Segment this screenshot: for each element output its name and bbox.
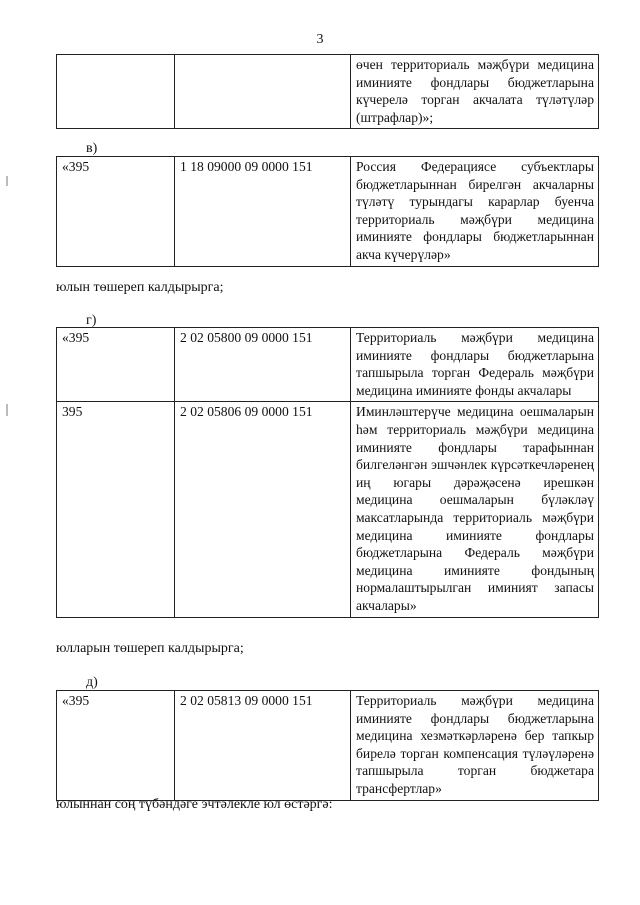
kbk-cell: 2 02 05813 09 0000 151 [175,691,351,801]
section-letter-g: г) [86,313,97,328]
section-g-table [56,327,599,618]
table-row [57,691,599,801]
section-v-instruction: юлын төшереп калдырырга; [56,280,224,295]
description-cell: Территориаль мәҗбүри медицина иминияте фондлары бюджетларына медицина хезмәткәрләренә бер тапкыр бирелә торган компенсация түләүләренә тапшырыла торган бюджетара трансфертлар» [351,691,599,801]
section-letter-v: в) [86,141,98,156]
code-cell: «395 [57,691,175,801]
description-cell: Территориаль мәҗбүри медицина иминияте фондлары бюджетларына тапшырыла торган Федераль мәҗбүри медицина иминияте фонды акчалары [351,328,599,402]
section-d-instruction: юлыннан соң түбәндәге эчтәлекле юл өстәргә: [56,797,333,812]
kbk-cell [175,55,351,129]
kbk-cell: 2 02 05806 09 0000 151 [175,402,351,617]
description-cell: өчен территориаль мәҗбүри медицина иминияте фондлары бюджетларына күчерелә торган акчалата түләтүләр (штрафлар)»; [351,55,599,129]
description-cell: Россия Федерациясе субъектлары бюджетларыннан бирелгән акчаларны түләтү турындагы карарлар буенча территориаль мәҗбүри медицина иминияте фондлары бюджетларыннан акча күчерүләр» [351,157,599,267]
section-letter-d: д) [86,675,98,690]
kbk-cell: 2 02 05800 09 0000 151 [175,328,351,402]
code-cell: «395 [57,157,175,267]
section-d-table [56,690,599,801]
code-cell [57,55,175,129]
code-cell: 395 [57,402,175,617]
code-cell: «395 [57,328,175,402]
continuation-table [56,54,599,129]
table-row [57,328,599,402]
description-cell: Иминләштерүче медицина оешмаларын һәм территориаль мәҗбүри медицина иминияте фондлары тарафыннан билгеләнгән эшчәнлек күрсәткечләренең иң югары дәрәҗәсенә ирешкән медицина оешмаларын бүләкләү максатларында территориаль мәҗбүри медицина иминияте фондлары бюджетларына Федераль мәҗбүри медицина иминияте фондының нормалаштырылган иминият запасы акчалары» [351,402,599,617]
section-v-table [56,156,599,267]
table-row [57,157,599,267]
page-number: 3 [316,32,324,47]
scan-edge-mark [6,176,8,186]
kbk-cell: 1 18 09000 09 0000 151 [175,157,351,267]
table-row [57,55,599,129]
table-row [57,402,599,617]
scan-edge-mark [6,404,8,416]
section-g-instruction: юлларын төшереп калдырырга; [56,641,244,656]
